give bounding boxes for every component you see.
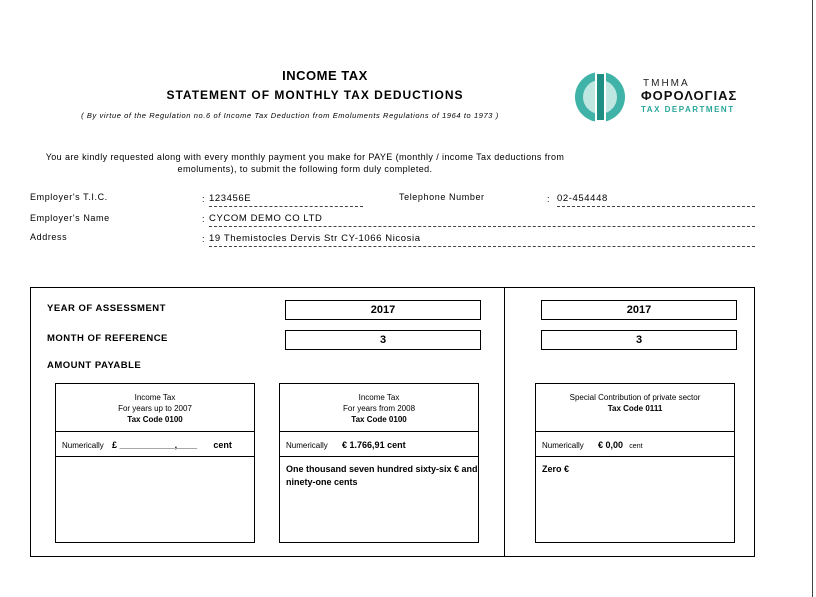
tax-box-up-to-2007 <box>55 383 255 543</box>
year-of-assessment-label: YEAR OF ASSESSMENT <box>47 303 166 314</box>
address-label: Address <box>30 232 68 242</box>
logo-greek-line2: ΦΟΡΟΛΟΓΙΑΣ <box>641 88 738 103</box>
logo-english: TAX DEPARTMENT <box>641 105 735 114</box>
tax-box-title: Special Contribution of private sector <box>569 393 701 402</box>
month-field-special[interactable]: 3 <box>541 330 737 350</box>
year-field[interactable]: 2017 <box>285 300 481 320</box>
numerically-label: Numerically <box>286 441 328 450</box>
telephone-field[interactable]: 02-454448 <box>557 193 755 207</box>
amount-in-words[interactable]: Zero € <box>542 464 570 474</box>
numeric-amount-row[interactable] <box>56 432 254 457</box>
employer-name-field[interactable]: CYCOM DEMO CO LTD <box>209 213 755 227</box>
phone-colon: : <box>547 194 551 204</box>
amount-in-words[interactable]: One thousand seven hundred sixty-six € and ninety-one cents <box>286 464 478 487</box>
regulation-note: ( By virtue of the Regulation no.6 of Income Tax Deduction from Emoluments Regulations of 1964 to 1973 ) <box>81 111 499 120</box>
numeric-amount-row[interactable] <box>536 432 734 457</box>
tax-box-title: Income Tax <box>358 393 400 402</box>
tic-colon: : <box>202 194 206 204</box>
name-colon: : <box>202 214 206 224</box>
logo-greek-line1: ΤΜΗΜΑ <box>643 78 690 89</box>
tax-box-header <box>280 384 478 432</box>
numerically-label: Numerically <box>542 441 584 450</box>
address-field[interactable]: 19 Themistocles Dervis Str CY-1066 Nicosia <box>209 233 755 247</box>
month-of-reference-label: MONTH OF REFERENCE <box>47 333 168 344</box>
tax-box-header <box>536 384 734 432</box>
employer-tic-label: Employer's T.I.C. <box>30 192 108 202</box>
tax-box-subtitle: For years up to 2007 <box>118 404 192 413</box>
year-field-special[interactable]: 2017 <box>541 300 737 320</box>
tax-code: Tax Code 0100 <box>351 415 407 424</box>
cent-unit: cent <box>629 443 643 450</box>
numeric-amount: £ ___________,____ <box>112 440 198 450</box>
tax-code: Tax Code 0111 <box>607 404 663 413</box>
numeric-amount-row[interactable] <box>280 432 478 457</box>
month-field[interactable]: 3 <box>285 330 481 350</box>
cent-unit: cent <box>213 440 232 450</box>
tax-box-title: Income Tax <box>134 393 176 402</box>
page-edge-rule <box>812 0 813 597</box>
telephone-label: Telephone Number <box>399 192 485 202</box>
address-colon: : <box>202 234 206 244</box>
employer-name-label: Employer's Name <box>30 213 110 223</box>
tax-box-header <box>56 384 254 432</box>
form-subtitle: STATEMENT OF MONTHLY TAX DEDUCTIONS <box>166 88 464 102</box>
tax-box-from-2008 <box>279 383 479 543</box>
numeric-amount: € 0,00 <box>598 440 624 450</box>
employer-tic-field[interactable]: 123456E <box>209 193 363 207</box>
numerically-label: Numerically <box>62 441 104 450</box>
numeric-amount: € 1.766,91 cent <box>342 440 406 450</box>
amount-payable-label: AMOUNT PAYABLE <box>47 360 142 371</box>
form-title: INCOME TAX <box>282 68 368 83</box>
tax-code: Tax Code 0100 <box>127 415 183 424</box>
tax-box-subtitle: For years from 2008 <box>342 404 416 413</box>
tax-department-logo <box>573 70 753 126</box>
tax-box-special-contribution <box>535 383 735 543</box>
intro-text: You are kindly requested along with every monthly payment you make for PAYE (monthly / income Tax deductions from emoluments), to submit the following form duly completed. <box>45 152 565 174</box>
frame-divider <box>504 287 505 557</box>
logo-emblem-icon <box>573 70 633 126</box>
